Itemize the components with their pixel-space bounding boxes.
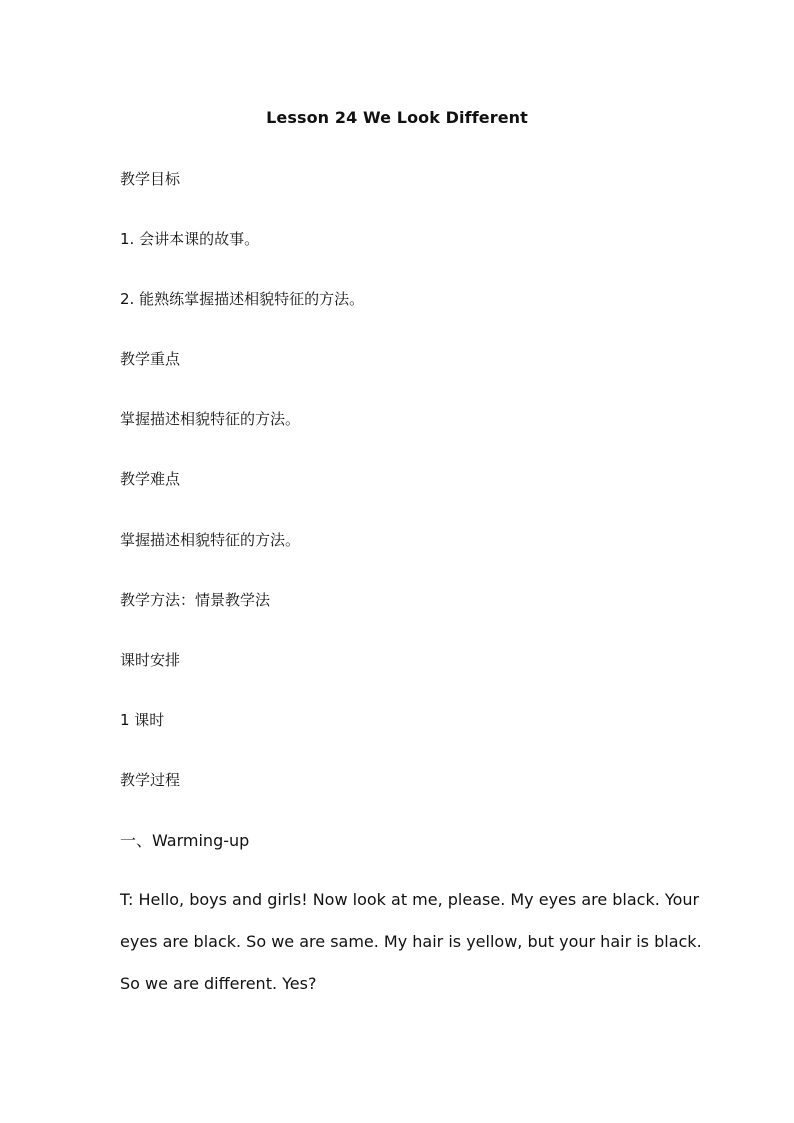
schedule-text: 1 课时 — [120, 711, 165, 729]
paragraph-line: So we are different. Yes? — [120, 974, 317, 993]
teaching-method: 教学方法：情景教学法 — [120, 591, 271, 609]
difficult-points-text: 掌握描述相貌特征的方法。 — [120, 531, 301, 549]
paragraph-line: eyes are black. So we are same. My hair is yellow, but your hair is black. — [120, 932, 702, 951]
dialogue-paragraph — [120, 879, 702, 1005]
page-title: Lesson 24 We Look Different — [266, 108, 528, 127]
heading-difficult-points: 教学难点 — [120, 470, 181, 488]
objective-item-2: 2. 能熟练掌握描述相貌特征的方法。 — [120, 290, 365, 308]
section-warming-up: 一、Warming-up — [120, 831, 250, 850]
paragraph-line: T: Hello, boys and girls! Now look at me, please. My eyes are black. Your — [120, 890, 700, 909]
objective-item-1: 1. 会讲本课的故事。 — [120, 230, 260, 248]
heading-teaching-objectives: 教学目标 — [120, 170, 181, 188]
heading-schedule: 课时安排 — [120, 651, 181, 669]
heading-key-points: 教学重点 — [120, 350, 181, 368]
key-points-text: 掌握描述相貌特征的方法。 — [120, 410, 301, 428]
heading-process: 教学过程 — [120, 771, 181, 789]
